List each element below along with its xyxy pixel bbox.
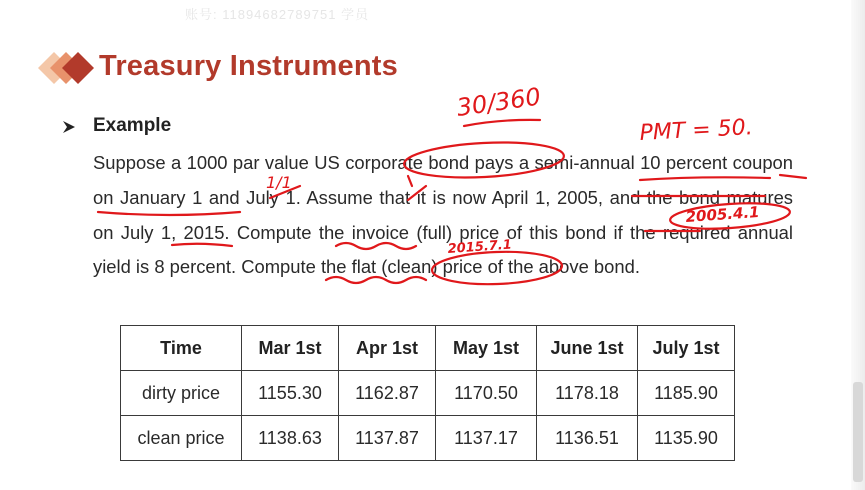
- example-heading: Example: [93, 115, 172, 136]
- column-header: Mar 1st: [242, 326, 339, 371]
- ink-frac-text: 1/1: [266, 173, 292, 192]
- slide-title: Treasury Instruments: [99, 50, 398, 82]
- problem-paragraph: Suppose a 1000 par value US corporate bond pays a semi-annual 10 percent coupon on January 1 and July 1. Assume that it is now April 1, 2005, and the bond matures on July 1, 2015. Compute the invoice (full) price of this bond if the required annual yield is 8 percent. Compute the flat (clean) price of the above bond.: [93, 152, 793, 278]
- arrow-bullet-icon: [62, 120, 76, 134]
- column-header: Time: [121, 326, 242, 371]
- price-table: [120, 325, 735, 461]
- column-header: May 1st: [436, 326, 537, 371]
- column-header: Apr 1st: [339, 326, 436, 371]
- table-cell: 1138.63: [242, 416, 339, 461]
- table-row: [121, 371, 735, 416]
- table-row: [121, 416, 735, 461]
- table-cell: 1185.90: [638, 371, 735, 416]
- table-cell: 1137.17: [436, 416, 537, 461]
- row-label: dirty price: [121, 371, 242, 416]
- table-cell: 1178.18: [537, 371, 638, 416]
- ink-underline-daycount: [464, 120, 540, 126]
- scrollbar-thumb[interactable]: [853, 382, 863, 482]
- ink-daycount-text: 30/360: [454, 82, 543, 122]
- table-cell: 1137.87: [339, 416, 436, 461]
- watermark-text: 账号: 11894682789751 学员: [185, 7, 370, 22]
- table-cell: 1136.51: [537, 416, 638, 461]
- row-label: clean price: [121, 416, 242, 461]
- table-cell: 1162.87: [339, 371, 436, 416]
- table-cell: 1155.30: [242, 371, 339, 416]
- table-cell: 1170.50: [436, 371, 537, 416]
- ink-date-now-text: 2005.4.1: [685, 202, 761, 226]
- ink-pmt-text: PMT = 50.: [639, 115, 754, 146]
- ink-date-maturity-text: 2015.7.1: [447, 237, 513, 257]
- diamond-logo-icon: [36, 50, 94, 86]
- table-cell: 1135.90: [638, 416, 735, 461]
- column-header: July 1st: [638, 326, 735, 371]
- table-header-row: [121, 326, 735, 371]
- column-header: June 1st: [537, 326, 638, 371]
